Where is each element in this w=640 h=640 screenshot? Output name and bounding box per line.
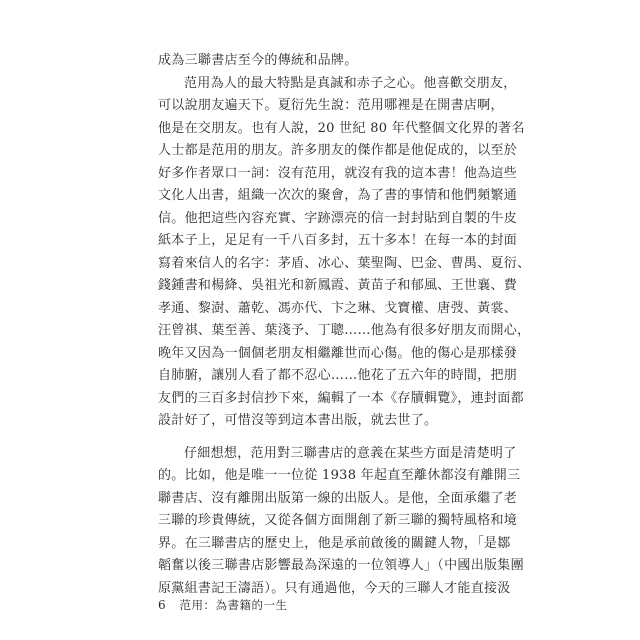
body-line: 孝通、黎澍、蕭乾、馮亦代、卞之琳、戈寶權、唐弢、黃裳、 bbox=[158, 300, 518, 316]
paragraph-gap bbox=[158, 433, 498, 443]
body-text bbox=[158, 50, 531, 600]
body-line: 他是在交朋友。也有人說，20 世紀 80 年代整個文化界的著名 bbox=[158, 120, 525, 136]
body-line: 設計好了，可惜沒等到這本書出版，就去世了。 bbox=[158, 413, 438, 428]
body-line: 文化人出書，組織一次次的聚會，為了書的事情和他們頻繁通 bbox=[158, 188, 518, 203]
running-title: 范用：為書籍的一生 bbox=[179, 598, 288, 612]
body-line: 可以說朋友遍天下。夏衍先生說：范用哪裡是在開書店啊， bbox=[158, 98, 504, 113]
body-line: 寫着來信人的名字：茅盾、冰心、葉聖陶、巴金、曹禺、夏衍、 bbox=[158, 255, 531, 271]
page-footer bbox=[158, 597, 287, 613]
body-line: 自肺腑，讓別人看了都不忍心……他花了五六年的時間，把朋 bbox=[158, 368, 518, 383]
page-number: 6 bbox=[158, 598, 166, 612]
body-line: 友們的三百多封信抄下來，編輯了一本《存牘輯覽》，連封面都 bbox=[158, 390, 524, 406]
body-line: 原黨組書記王濤語）。只有通過他，今天的三聯人才能直接汲 bbox=[158, 580, 511, 596]
body-line: 好多作者眾口一詞：沒有范用，就沒有我的這本書！他為這些 bbox=[158, 165, 518, 181]
body-line: 汪曾祺、葉至善、葉淺予、丁聰……他為有很多好朋友而開心， bbox=[158, 323, 531, 338]
body-line: 信。他把這些內容充實、字跡漂亮的信一封封貼到自製的牛皮 bbox=[158, 210, 518, 226]
body-line: 的。比如，他是唯一一位從 1938 年起直至離休都沒有離開三 bbox=[158, 468, 521, 483]
body-line: 晚年又因為一個個老朋友相繼離世而心傷。他的傷心是那樣發 bbox=[158, 345, 518, 361]
body-line: 界。在三聯書店的歷史上，他是承前啟後的關鍵人物，「是鄒 bbox=[158, 535, 511, 551]
body-line: 人士都是范用的朋友。許多朋友的傑作都是他促成的，以至於 bbox=[158, 143, 518, 158]
body-line: 錢鍾書和楊絳、吳祖光和新鳳霞、黃苗子和郁風、王世襄、費 bbox=[158, 278, 518, 293]
body-line: 三聯的珍貴傳統，又從各個方面開創了新三聯的獨特風格和境 bbox=[158, 513, 518, 528]
body-line: 成為三聯書店至今的傳統和品牌。 bbox=[158, 53, 358, 68]
body-line: 仔細想想，范用對三聯書店的意義在某些方面是清楚明了 bbox=[184, 445, 517, 461]
body-line: 韜奮以後三聯書店影響最為深遠的一位領導人」（中國出版集團 bbox=[158, 558, 524, 573]
body-line: 紙本子上，足足有一千八百多封，五十多本！在每一本的封面 bbox=[158, 233, 518, 248]
body-line: 聯書店、沒有離開出版第一線的出版人。是他，全面承繼了老 bbox=[158, 490, 518, 506]
body-line: 范用為人的最大特點是真誠和赤子之心。他喜歡交朋友， bbox=[184, 75, 517, 91]
